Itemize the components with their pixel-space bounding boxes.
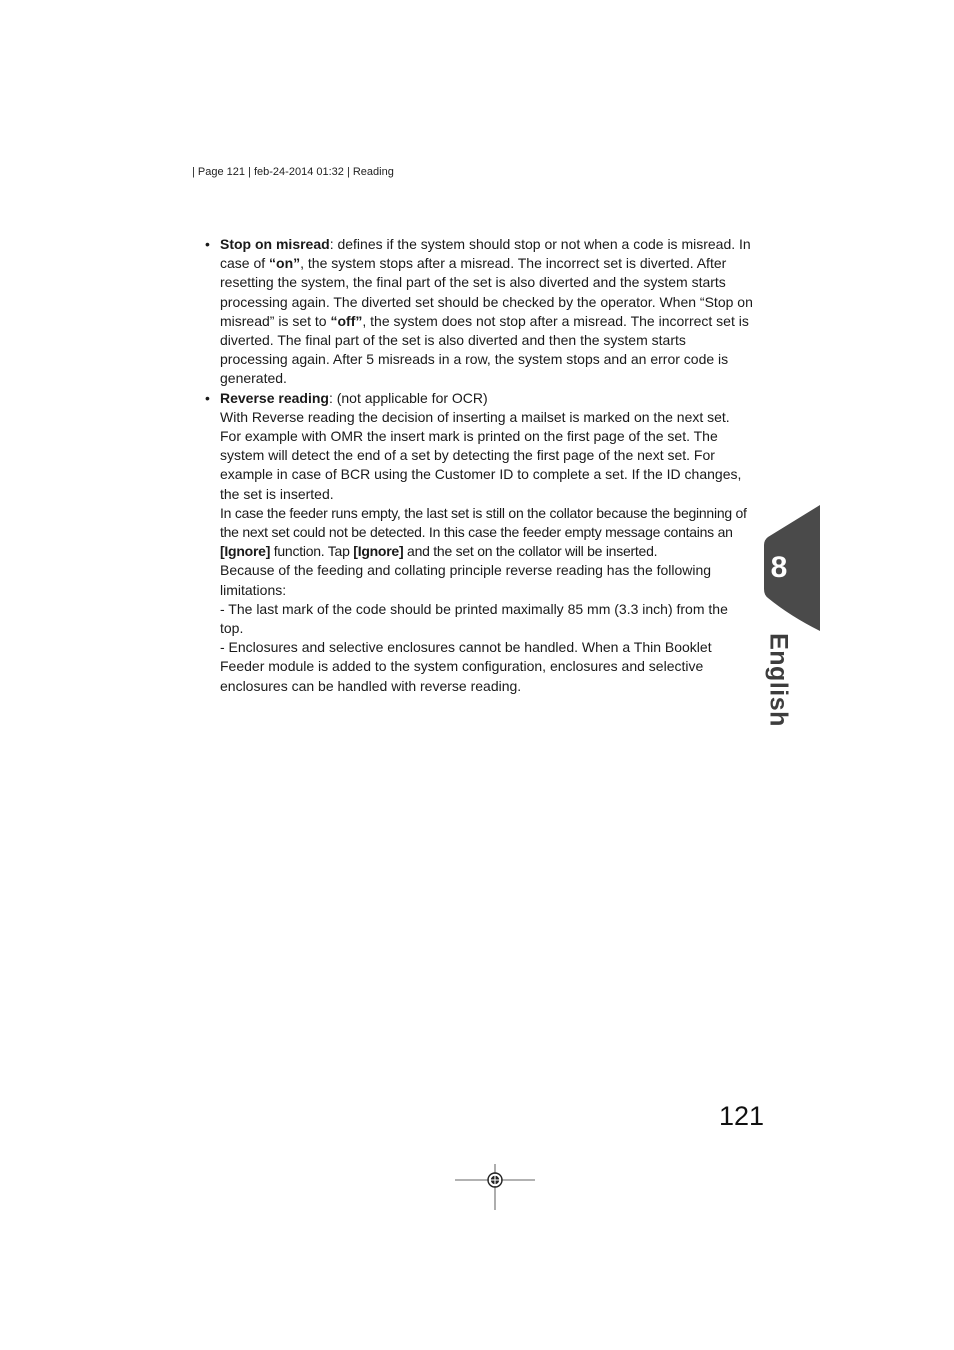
limitation-1: - The last mark of the code should be printed maximally 85 mm (3.3 inch) from the top.: [220, 600, 728, 637]
stop-on-misread-text-2: , the system stops after a misread. The incorrect set is diverted. After resetting the system, the final part of the set is also diverted and the system starts processing again. The diverted set should be checked by the operator. When “Stop on misread” is set to: [220, 255, 753, 329]
reverse-reading-para-3: Because of the feeding and collating principle reverse reading has the following limitations:: [220, 562, 712, 598]
term-reverse-reading: Reverse reading: [220, 389, 329, 406]
value-off: “off”: [330, 312, 363, 329]
para-2-text-a: In case the feeder runs empty, the last set is still on the collator because the beginning of the next set could not be detected. In this case the feeder empty message contains an: [220, 504, 747, 541]
bullet-marker: •: [205, 236, 210, 252]
chapter-number: 8: [770, 551, 788, 584]
reverse-reading-suffix: : (not applicable for OCR): [328, 389, 488, 406]
running-header: | Page 121 | feb-24-2014 01:32 | Reading: [192, 166, 394, 178]
ignore-term-1: [Ignore]: [220, 543, 271, 560]
bullet-marker: •: [205, 389, 210, 406]
stop-on-misread-text-1: : defines if the system should stop or not when a code is misread. In case of: [220, 236, 751, 272]
bullet-stop-on-misread: [202, 235, 754, 389]
term-stop-on-misread: Stop on misread: [220, 236, 330, 252]
value-on: “on”: [269, 255, 301, 272]
reverse-reading-heading: [220, 389, 754, 408]
limitation-2: - Enclosures and selective enclosures cannot be handled. When a Thin Booklet Feeder module is added to the system configuration, enclosures and selective enclosures can be handled with reverse reading.: [220, 639, 712, 694]
para-2-text-b: function. Tap: [270, 543, 354, 560]
language-label: English: [764, 633, 793, 727]
page-number: 121: [718, 1101, 764, 1131]
stop-on-misread-text-3: , the system does not stop after a misread. The incorrect set is diverted. The final part of the set is also diverted and then the system starts processing again. After 5 misreads in a row, the system stops and an error code is generated.: [220, 312, 749, 387]
reverse-reading-para-2: [220, 504, 754, 562]
bullet-reverse-reading: [202, 389, 754, 696]
ignore-term-2: [Ignore]: [353, 543, 404, 560]
reverse-reading-para-1: With Reverse reading the decision of inserting a mailset is marked on the next set. For example with OMR the insert mark is printed on the first page of the set. The system will detect the end of a set by detecting the first page of the next set. For example in case of BCR using the Customer ID to complete a set. If the ID changes, the set is inserted.: [220, 408, 742, 502]
registration-mark-icon: [455, 1160, 535, 1212]
body-content: [202, 235, 754, 696]
para-2-text-c: and the set on the collator will be inserted.: [403, 543, 658, 560]
